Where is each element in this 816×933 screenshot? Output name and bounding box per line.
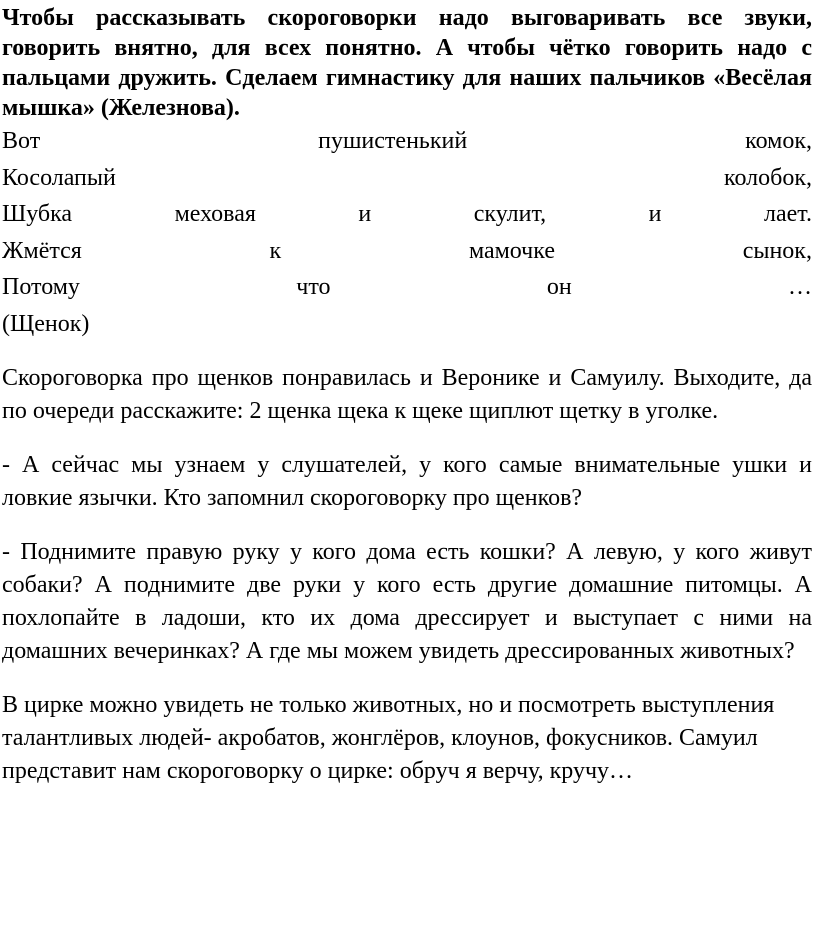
poem-riddle: [2, 123, 812, 342]
body-paragraph: - А сейчас мы узнаем у слушателей, у кого самые внимательные ушки и ловкие язычки. Кто запомнил скороговорку про щенков?: [2, 451, 812, 511]
poem-word: меховая: [174, 201, 256, 227]
poem-word: Шубка: [2, 201, 73, 227]
poem-word: колобок,: [724, 164, 812, 191]
poem-word: лает.: [764, 201, 812, 227]
poem-line: [2, 160, 812, 197]
poem-word: мамочке: [468, 237, 555, 264]
poem-line: [2, 233, 812, 270]
poem-word: сынок,: [742, 237, 812, 264]
poem-word: Жмётся: [2, 237, 82, 264]
poem-word: и: [358, 201, 372, 227]
poem-word: и: [648, 201, 662, 227]
poem-answer: (Щенок): [2, 310, 90, 337]
poem-word: к: [269, 237, 282, 264]
poem-word: Потому: [2, 274, 80, 300]
poem-word: он: [546, 274, 572, 300]
poem-word: что: [296, 274, 331, 300]
poem-line: [2, 196, 812, 233]
poem-answer-line: [2, 306, 812, 342]
poem-line: [2, 269, 812, 306]
poem-word: Косолапый: [2, 164, 116, 191]
poem-word: скулит,: [473, 201, 547, 227]
body-paragraph: Скороговорка про щенков понравилась и Веронике и Самуилу. Выходите, да по очереди расскажите: 2 щенка щека к щеке щиплют щетку в уголке.: [2, 364, 812, 424]
poem-line: [2, 123, 812, 160]
body-paragraph: В цирке можно увидеть не только животных, но и посмотреть выступления талантливых людей- акробатов, жонглёров, клоунов, фокусников. Самуил представит нам скороговорку о цирке: обруч я верчу, кручу…: [2, 691, 775, 784]
poem-word: пушистенький: [318, 128, 468, 154]
poem-word: …: [788, 274, 812, 300]
intro-paragraph: Чтобы рассказывать скороговорки надо выговаривать все звуки, говорить внятно, для всех понятно. А чтобы чётко говорить надо с пальцами дружить. Сделаем гимнастику для наших пальчиков «Весёлая мышка» (Железнова).: [2, 5, 812, 121]
poem-word: Вот: [2, 128, 41, 154]
body-paragraph: - Поднимите правую руку у кого дома есть кошки? А левую, у кого живут собаки? А поднимите две руки у кого есть другие домашние питомцы. А похлопайте в ладоши, кто их дома дрессирует и выступает с ними на домашних вечеринках? А где мы можем увидеть дрессированных животных?: [2, 538, 812, 664]
poem-word: комок,: [745, 128, 812, 154]
